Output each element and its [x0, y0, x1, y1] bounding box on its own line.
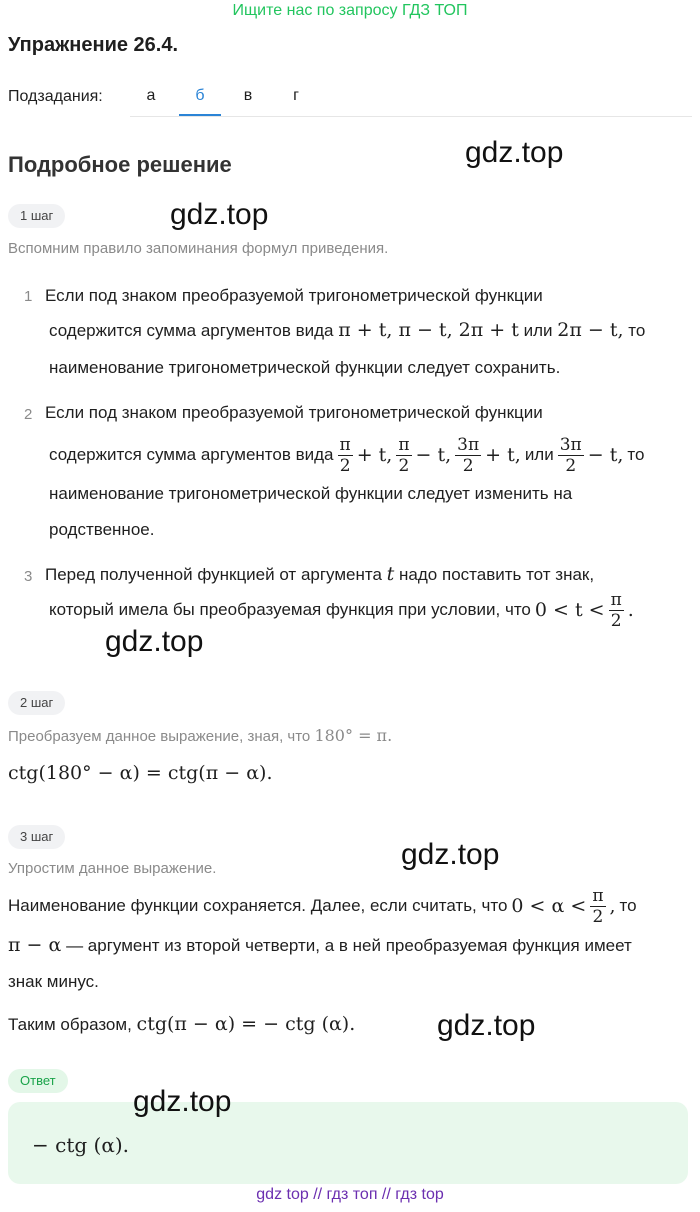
rule-2-number: 2: [24, 406, 33, 423]
rule-2-line-3: наименование тригонометрической функции следует изменить на: [49, 484, 573, 503]
page-title: Упражнение 26.4.: [8, 34, 179, 56]
subtasks-tabs: [130, 78, 692, 117]
step-3-hint: Упростим данное выражение.: [8, 860, 217, 877]
rule-2-line-2: содержится сумма аргументов вида $\frac{\pi}{2}$ + t, $\frac{\pi}{2}$ − t, $\frac{3\pi}{2}$ + t, или $\frac{3\pi}{2}$ − t, то: [49, 434, 645, 476]
watermark: gdz.top: [105, 625, 204, 658]
watermark: gdz.top: [401, 838, 500, 871]
answer-value: − ctg (α).: [32, 1133, 129, 1157]
footer-links[interactable]: gdz top // гдз топ // гдз top: [256, 1186, 444, 1203]
tab-b[interactable]: б: [179, 78, 221, 116]
step-1-badge: 1 шаг: [8, 204, 65, 228]
step-3-line-1: Наименование функции сохраняется. Далее, если считать, что 0 < α < $\frac{\pi}{2}$ , то: [8, 885, 637, 927]
fraction-3pi-over-2: $\frac{3\pi}{2}$: [457, 434, 480, 476]
fraction-pi-over-2: $\frac{\pi}{2}$: [398, 434, 410, 476]
step-3-line-4: Таким образом, ctg(π − α) = − ctg (α).: [8, 1013, 356, 1035]
step-3-line-2: π − α — аргумент из второй четверти, а в ней преобразуемая функция имеет: [8, 934, 632, 956]
watermark: gdz.top: [465, 136, 564, 169]
fraction-pi-over-2: $\frac{\pi}{2}$: [610, 589, 622, 631]
rule-3-line-2: который имела бы преобразуемая функция при условии, что 0 < t < $\frac{\pi}{2}$ .: [49, 589, 634, 631]
step-2-formula: ctg(180° − α) = ctg(π − α).: [8, 762, 273, 784]
watermark: gdz.top: [170, 198, 269, 231]
rule-2-line-4: родственное.: [49, 520, 155, 539]
fraction-pi-over-2: $\frac{\pi}{2}$: [592, 885, 604, 927]
search-banner[interactable]: Ищите нас по запросу ГДЗ ТОП: [232, 2, 468, 19]
tab-a[interactable]: а: [146, 87, 156, 104]
subtasks-label: Подзадания:: [8, 88, 103, 105]
rule-3-line-1: Перед полученной функцией от аргумента t надо поставить тот знак,: [45, 563, 595, 585]
step-3-line-3: знак минус.: [8, 972, 99, 991]
step-1-hint: Вспомним правило запоминания формул приведения.: [8, 240, 389, 257]
rule-1-line-2: содержится сумма аргументов вида π + t, π − t, 2π + t или 2π − t, то: [49, 319, 646, 341]
step-2-badge: 2 шаг: [8, 691, 65, 715]
tab-g[interactable]: г: [293, 87, 299, 104]
fraction-pi-over-2: $\frac{\pi}{2}$: [339, 434, 351, 476]
watermark: gdz.top: [437, 1009, 536, 1042]
step-3-badge: 3 шаг: [8, 825, 65, 849]
rule-2-line-1: Если под знаком преобразуемой тригонометрической функции: [45, 403, 543, 422]
answer-badge: Ответ: [8, 1069, 68, 1093]
rule-1-line-1: Если под знаком преобразуемой тригонометрической функции: [45, 286, 543, 305]
watermark: gdz.top: [133, 1085, 232, 1118]
step-2-hint: Преобразуем данное выражение, зная, что 180° = π.: [8, 726, 393, 745]
tab-v[interactable]: в: [243, 87, 253, 104]
section-title: Подробное решение: [8, 152, 232, 177]
rule-3-number: 3: [24, 568, 33, 585]
fraction-3pi-over-2: $\frac{3\pi}{2}$: [559, 434, 582, 476]
rule-1-number: 1: [24, 288, 33, 305]
rule-1-line-3: наименование тригонометрической функции следует сохранить.: [49, 358, 561, 377]
